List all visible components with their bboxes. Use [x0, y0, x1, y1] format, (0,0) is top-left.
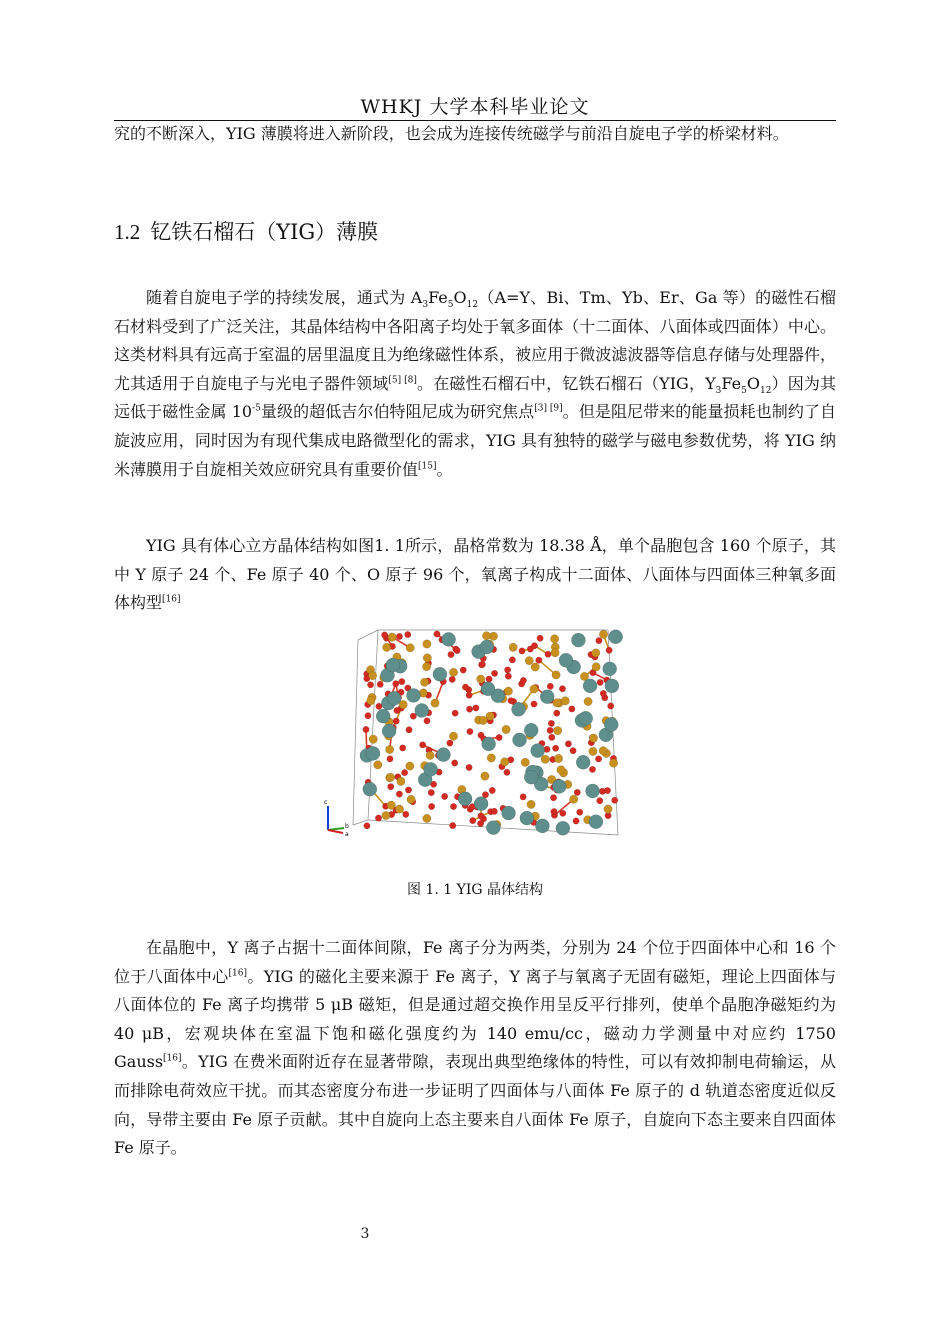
o-atom: [367, 682, 373, 688]
page-number: 3: [360, 1226, 370, 1242]
o-atom: [504, 769, 510, 775]
y-atom: [502, 806, 516, 820]
fe-atom: [368, 671, 376, 679]
o-atom: [452, 710, 458, 716]
y-atom: [556, 821, 570, 835]
o-atom: [508, 697, 514, 703]
unit-cell-edge: [353, 640, 358, 825]
o-atom: [428, 789, 434, 795]
o-atom: [547, 683, 553, 689]
fe-atom: [592, 649, 600, 657]
y-atom: [415, 703, 429, 717]
y-atom: [482, 737, 496, 751]
fe-atom: [501, 758, 509, 766]
fe-atom: [569, 795, 577, 803]
o-atom: [573, 818, 579, 824]
fe-atom: [406, 644, 414, 652]
fe-atom: [423, 814, 431, 822]
y-atom: [605, 679, 619, 693]
fe-atom: [552, 671, 560, 679]
y-atom: [387, 691, 401, 705]
y-atom: [436, 748, 450, 762]
fe-atom: [609, 759, 617, 767]
y-atom: [474, 797, 488, 811]
fe-atom: [521, 758, 529, 766]
y-atom: [406, 688, 420, 702]
o-atom: [491, 670, 497, 676]
fe-atom: [423, 640, 431, 648]
o-atom: [381, 632, 387, 638]
o-atom: [565, 741, 571, 747]
unit-cell-edge: [358, 630, 378, 640]
o-atom: [549, 734, 555, 740]
o-atom: [399, 678, 405, 684]
axis-label-a: a: [345, 831, 349, 838]
fe-atom: [431, 699, 439, 707]
o-atom: [577, 809, 583, 815]
y-atom: [571, 633, 585, 647]
o-atom: [486, 676, 492, 682]
y-atom: [524, 770, 538, 784]
fe-atom: [449, 668, 457, 676]
y-atom: [382, 724, 396, 738]
citation: [15]: [418, 461, 437, 472]
fe-atom: [589, 734, 597, 742]
fe-atom: [383, 643, 391, 651]
y-atom: [363, 782, 377, 796]
o-atom: [450, 803, 456, 809]
o-atom: [600, 690, 606, 696]
fe-atom: [407, 795, 415, 803]
axis-indicator: [324, 799, 349, 838]
citation: [3] [9]: [534, 404, 563, 415]
y-atom: [552, 779, 566, 793]
fe-atom: [395, 805, 403, 813]
y-atom: [609, 630, 623, 644]
o-atom: [363, 726, 369, 732]
fe-atom: [599, 747, 607, 755]
o-atom: [596, 637, 602, 643]
fe-atom: [541, 755, 549, 763]
o-atom: [606, 647, 612, 653]
fe-atom: [487, 754, 495, 762]
o-atom: [365, 713, 371, 719]
o-atom: [441, 793, 447, 799]
fe-atom: [561, 697, 569, 705]
o-atom: [478, 813, 484, 819]
y-atom: [535, 819, 549, 833]
y-atom: [376, 709, 390, 723]
y-atom: [583, 679, 597, 693]
fe-atom: [525, 656, 533, 664]
y-atom: [433, 667, 447, 681]
fe-atom: [551, 649, 559, 657]
o-atom: [396, 633, 402, 639]
o-atom: [466, 764, 472, 770]
citation: [16]: [162, 594, 181, 605]
y-atom: [586, 784, 600, 798]
o-atom: [597, 797, 603, 803]
o-atom: [509, 657, 515, 663]
fe-atom: [369, 735, 377, 743]
o-atom: [460, 667, 466, 673]
o-atom: [403, 811, 409, 817]
fe-atom: [388, 633, 396, 641]
o-atom: [545, 651, 551, 657]
o-atom: [574, 789, 580, 795]
o-atom: [570, 748, 576, 754]
fe-atom: [530, 685, 538, 693]
running-header: WHKJ 大学本科毕业论文: [360, 96, 590, 118]
o-atom: [447, 740, 453, 746]
o-atom: [377, 681, 383, 687]
fe-atom: [426, 751, 434, 759]
y-atom: [442, 632, 456, 646]
y-atom: [579, 711, 593, 725]
o-atom: [375, 815, 381, 821]
o-atom: [489, 787, 495, 793]
paragraph-magnetism: 在晶胞中，Y 离子占据十二面体间隙，Fe 离子分为两类，分别为 24 个位于四面体中心和 16 个位于八面体中心[16]。YIG 的磁化主要来源于 Fe 离子，Y 离子与氧离子无固有磁矩，理论上四面体与八面体位的 Fe 离子均携带 5 μB 磁矩，但是通过超交换作用呈反平行排列，使单个晶胞净磁矩约为 40 μB，宏观块体在室温下饱和磁化强度约为 140 emu/cc，磁动力学测量中对应约 1750 Gauss[16]。YIG 在费米面附近存在显著带隙，表现出典型绝缘体的特性，可以有效抑制电荷输运，从而排除电荷效应干扰。而其态密度分布进一步证明了四面体与八面体 Fe 原子的 d 轨道态密度近似反向，导带主要由 Fe 原子贡献。其中自旋向上态主要来自八面体 Fe 原子，自旋向下态主要来自四面体 Fe 原子。: [114, 938, 836, 1158]
figure-caption: 图 1. 1 YIG 晶体结构: [406, 882, 544, 898]
o-atom: [519, 648, 525, 654]
y-atom: [520, 811, 534, 825]
y-atom: [481, 682, 495, 696]
o-atom: [428, 803, 434, 809]
o-atom: [597, 679, 603, 685]
o-atom: [608, 703, 614, 709]
fe-atom: [386, 773, 394, 781]
o-atom: [473, 705, 479, 711]
o-atom: [559, 685, 565, 691]
o-atom: [451, 760, 457, 766]
o-atom: [569, 706, 575, 712]
y-atom: [576, 755, 590, 769]
atom-layer: [360, 630, 623, 836]
citation: [5] [8]: [388, 375, 417, 386]
o-atom: [550, 795, 556, 801]
o-atom: [604, 787, 610, 793]
o-atom: [405, 631, 411, 637]
o-atom: [424, 718, 430, 724]
section-heading: [114, 216, 378, 246]
axis-label-b: b: [345, 823, 349, 830]
o-atom: [387, 756, 393, 762]
fe-atom: [599, 630, 607, 638]
section-title: 钇铁石榴石（YIG）薄膜: [150, 220, 379, 244]
o-atom: [466, 706, 472, 712]
fe-atom: [387, 801, 395, 809]
o-atom: [399, 745, 405, 751]
o-atom: [405, 787, 411, 793]
y-atom: [366, 746, 380, 760]
o-atom: [560, 810, 566, 816]
fe-atom: [584, 697, 592, 705]
fe-atom: [367, 696, 375, 704]
fe-atom: [420, 678, 428, 686]
fe-atom: [550, 635, 558, 643]
y-atom: [589, 815, 603, 829]
y-atom: [480, 640, 494, 654]
o-atom: [396, 791, 402, 797]
o-atom: [548, 720, 554, 726]
fe-atom: [502, 725, 510, 733]
fe-atom: [382, 811, 390, 819]
o-atom: [505, 673, 511, 679]
y-atom: [531, 744, 545, 758]
y-atom: [386, 658, 400, 672]
axis-label-c: c: [324, 799, 328, 806]
fe-atom: [481, 772, 489, 780]
fe-atom: [604, 805, 612, 813]
fe-atom: [592, 663, 600, 671]
o-atom: [531, 643, 537, 649]
fe-atom: [554, 726, 562, 734]
y-atom: [604, 718, 618, 732]
o-atom: [449, 676, 455, 682]
o-atom: [554, 710, 560, 716]
fe-atom: [385, 745, 393, 753]
citation: [16]: [228, 968, 248, 979]
o-atom: [467, 728, 473, 734]
o-atom: [520, 794, 526, 800]
y-atom: [513, 733, 527, 747]
o-atom: [595, 756, 601, 762]
fe-atom: [509, 643, 517, 651]
section-number: 1.2: [114, 220, 141, 244]
o-atom: [450, 822, 456, 828]
y-atom: [458, 792, 472, 806]
o-atom: [531, 701, 537, 707]
fe-atom: [482, 632, 490, 640]
fe-atom: [422, 662, 430, 670]
o-atom: [454, 647, 460, 653]
o-atom: [401, 769, 407, 775]
o-atom: [537, 635, 543, 641]
o-atom: [388, 783, 394, 789]
o-atom: [551, 808, 557, 814]
fe-atom: [504, 687, 512, 695]
y-atom: [603, 662, 617, 676]
fe-atom: [553, 699, 561, 707]
o-atom: [504, 667, 510, 673]
o-atom: [536, 657, 542, 663]
fe-atom: [589, 747, 597, 755]
o-atom: [589, 766, 595, 772]
y-atom: [486, 821, 500, 835]
fe-atom: [531, 663, 539, 671]
fe-atom: [557, 766, 565, 774]
o-atom: [393, 680, 399, 686]
y-atom: [524, 723, 538, 737]
fe-atom: [527, 800, 535, 808]
yig-crystal-structure-figure: [318, 620, 638, 845]
citation: [16]: [163, 1054, 182, 1065]
fe-atom: [374, 761, 382, 769]
o-atom: [419, 742, 425, 748]
fe-atom: [406, 762, 414, 770]
fe-atom: [554, 754, 562, 762]
o-atom: [406, 727, 412, 733]
paragraph-structure: YIG 具有体心立方晶体结构如图1. 1所示，晶格常数为 18.38 Å，单个晶胞包含 160 个原子，其中 Y 原子 24 个、Fe 原子 40 个、O 原子 96 个，氧离子构成十二面体、八面体与四面体三种氧多面体构型[16]: [114, 536, 836, 613]
o-atom: [547, 727, 553, 733]
o-atom: [470, 817, 476, 823]
fe-atom: [397, 777, 405, 785]
o-atom: [612, 797, 618, 803]
paragraph-continuation: 究的不断深入，YIG 薄膜将进入新阶段，也会成为连接传统磁学与前沿自旋电子学的桥梁材料。: [114, 124, 789, 143]
y-atom: [424, 762, 438, 776]
fe-atom: [477, 675, 485, 683]
fe-atom: [479, 716, 487, 724]
o-atom: [434, 631, 440, 637]
o-atom: [448, 651, 454, 657]
o-atom: [364, 823, 370, 829]
o-atom: [520, 677, 526, 683]
y-atom: [540, 690, 554, 704]
o-atom: [462, 684, 468, 690]
o-atom: [479, 661, 485, 667]
o-atom: [552, 745, 558, 751]
fe-atom: [423, 654, 431, 662]
fe-atom: [449, 732, 457, 740]
y-atom: [559, 653, 573, 667]
paragraph-intro: 随着自旋电子学的持续发展，通式为 $A_3Fe_5O_{12}(A=Y$、Bi、Tm、Yb、Er、Ga 等）的磁性石榴石材料受到了广泛关注，其晶体结构中各阳离子均处于氧多面体（十二面体、八面体或四面体）中心。这类材料具有远高于室温的居里温度且为绝缘磁性体系，被应用于微波滤波器等信息存储与处理器件，尤其适用于自旋电子与光电子器件领域[5] [8]。在磁性石榴石中，钇铁石榴石（YIG，$Y_3Fe_5O_{12}$）因为其远低于磁性金属 $10^{-5}$量级的超低吉尔伯特阻尼成为研究焦点[3] [9]。但是阻尼带来的能量损耗也制约了自旋波应用，同时因为有现代集成电路微型化的需求，YIG 具有独特的磁学与磁电参数优势，将 YIG 纳米薄膜用于自旋相关效应研究具有重要价值[15]。: [114, 288, 836, 479]
y-atom: [512, 702, 526, 716]
o-atom: [393, 718, 399, 724]
o-atom: [466, 692, 472, 698]
o-atom: [491, 808, 497, 814]
o-atom: [496, 734, 502, 740]
